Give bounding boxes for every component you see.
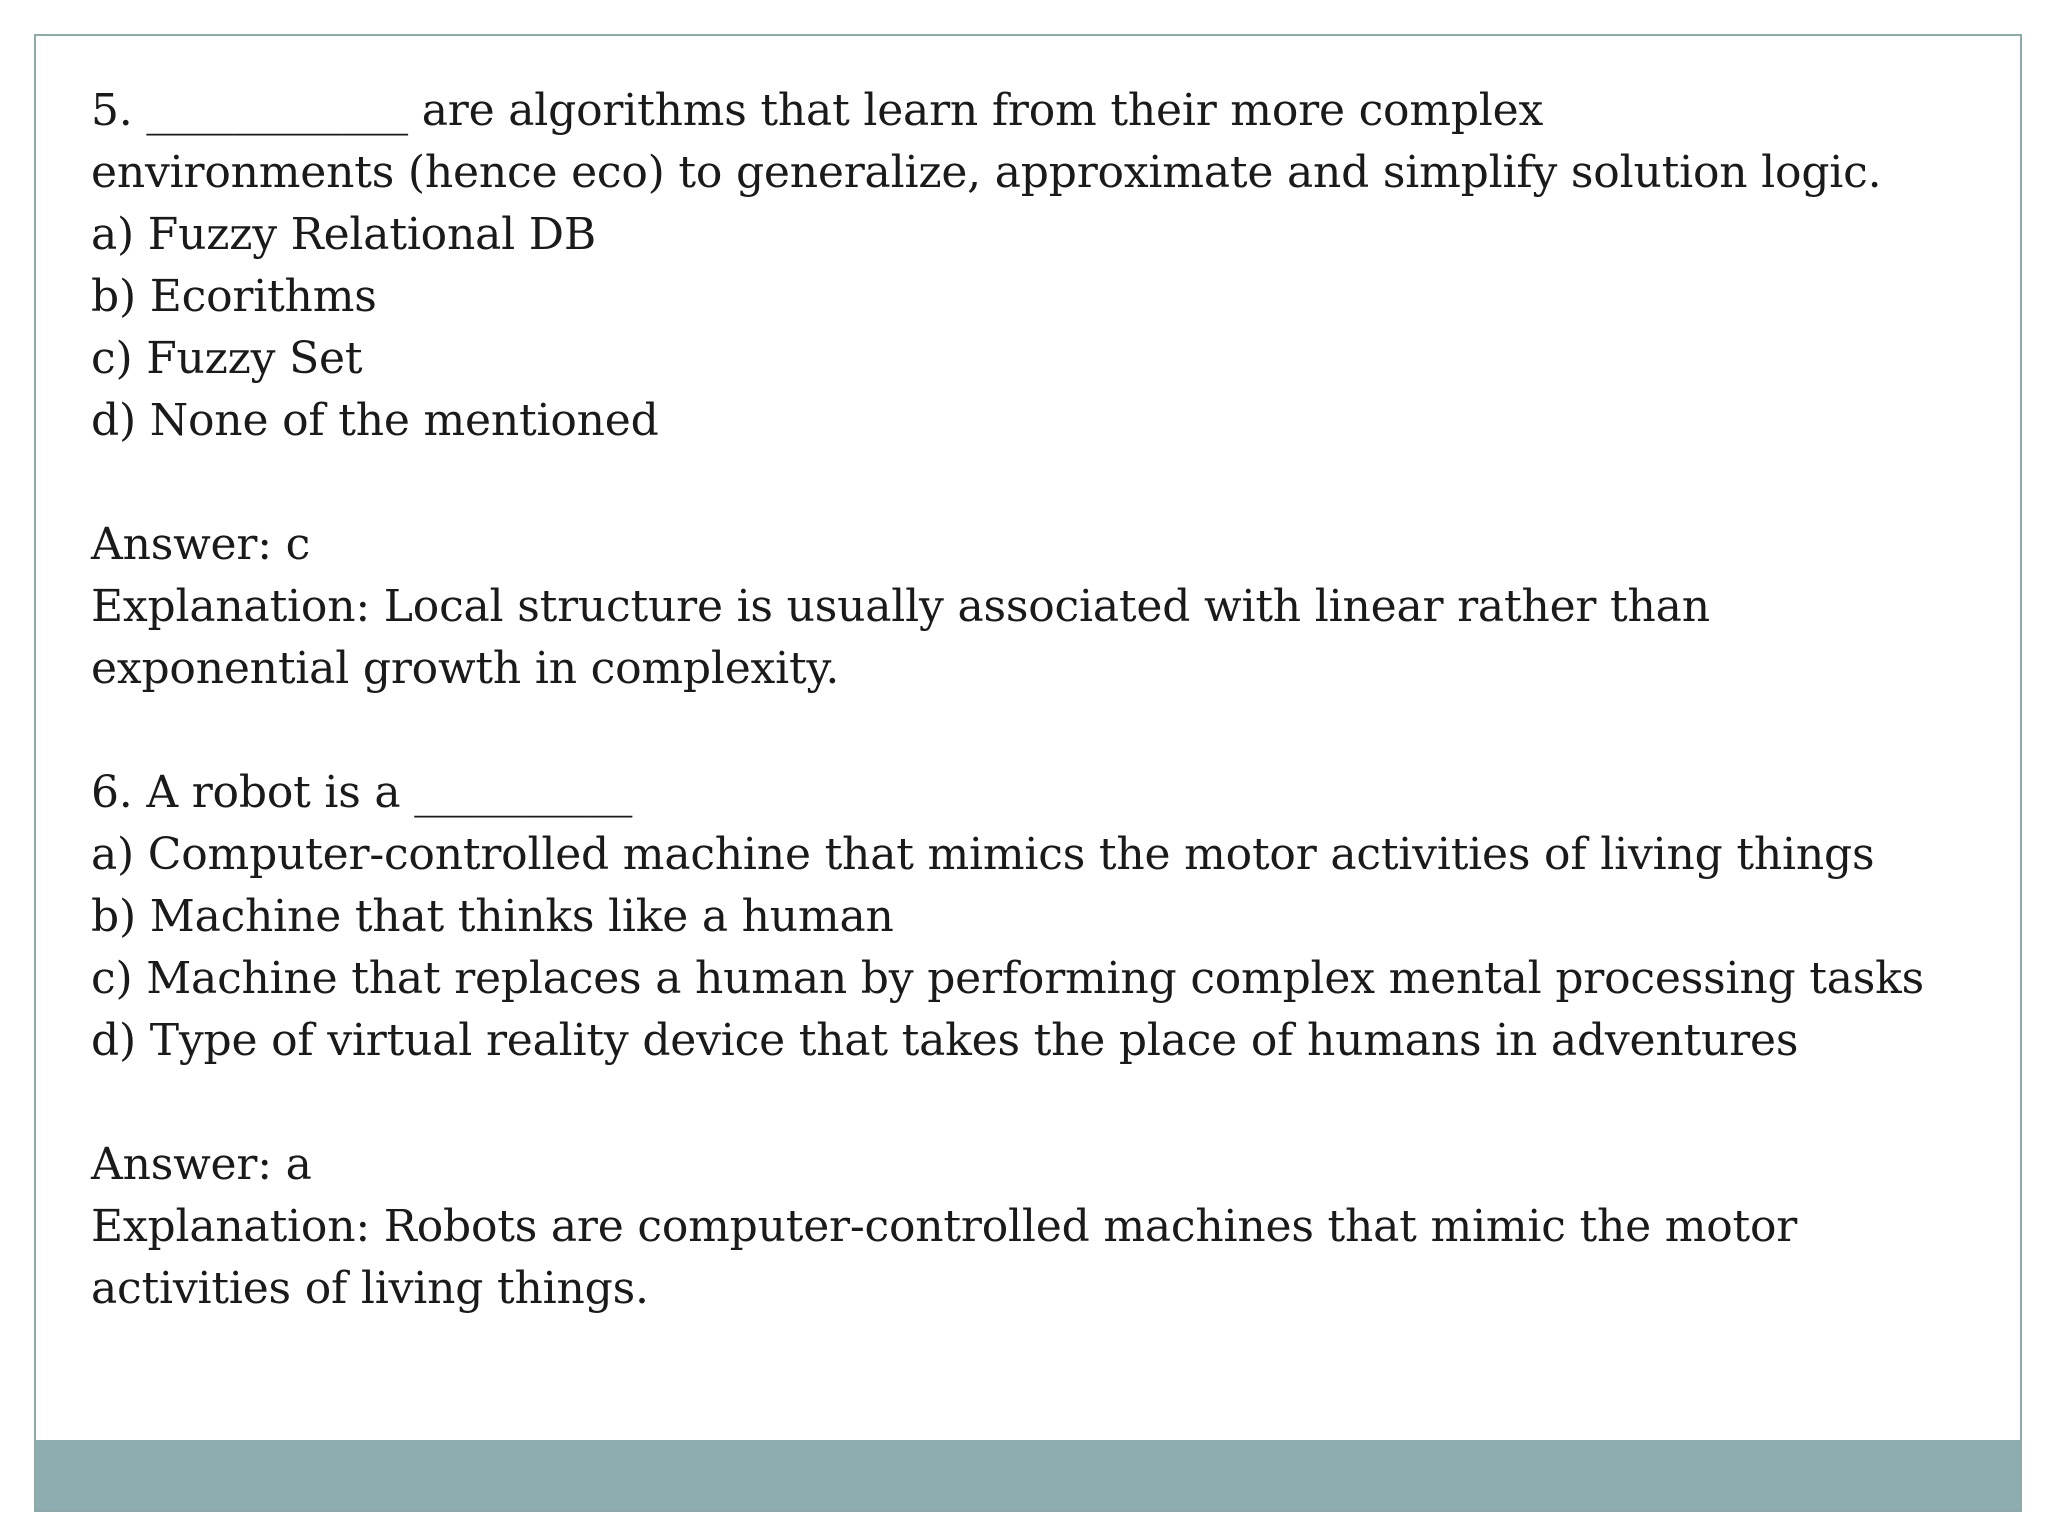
q6-answer: Answer: a <box>91 1139 312 1190</box>
footer-band <box>36 1440 2020 1510</box>
question-5 <box>91 80 2001 700</box>
q6-option-c: c) Machine that replaces a human by performing complex mental processing tasks <box>91 953 1924 1004</box>
spacer <box>91 700 2001 762</box>
q6-option-b: b) Machine that thinks like a human <box>91 891 894 942</box>
q5-option-d: d) None of the mentioned <box>91 395 659 446</box>
q5-option-b: b) Ecorithms <box>91 271 377 322</box>
q6-option-d: d) Type of virtual reality device that takes the place of humans in adventures <box>91 1015 1799 1066</box>
spacer <box>91 1072 2001 1134</box>
q5-explanation-line-2: exponential growth in complexity. <box>91 643 840 694</box>
q5-answer: Answer: c <box>91 519 311 570</box>
q5-stem-line-1: 5. ____________ are algorithms that learn from their more complex <box>91 85 1544 136</box>
q5-explanation-line-1: Explanation: Local structure is usually associated with linear rather than <box>91 581 1710 632</box>
q5-option-a: a) Fuzzy Relational DB <box>91 209 597 260</box>
q6-explanation-line-2: activities of living things. <box>91 1263 649 1314</box>
slide-content <box>91 80 2001 1320</box>
q5-option-c: c) Fuzzy Set <box>91 333 363 384</box>
q6-option-a: a) Computer-controlled machine that mimics the motor activities of living things <box>91 829 1875 880</box>
slide-frame <box>34 34 2022 1512</box>
q5-stem-line-2: environments (hence eco) to generalize, approximate and simplify solution logic. <box>91 147 1882 198</box>
q6-explanation-line-1: Explanation: Robots are computer-controlled machines that mimic the motor <box>91 1201 1798 1252</box>
question-6 <box>91 762 2001 1320</box>
q6-stem: 6. A robot is a __________ <box>91 767 633 818</box>
spacer <box>91 452 2001 514</box>
